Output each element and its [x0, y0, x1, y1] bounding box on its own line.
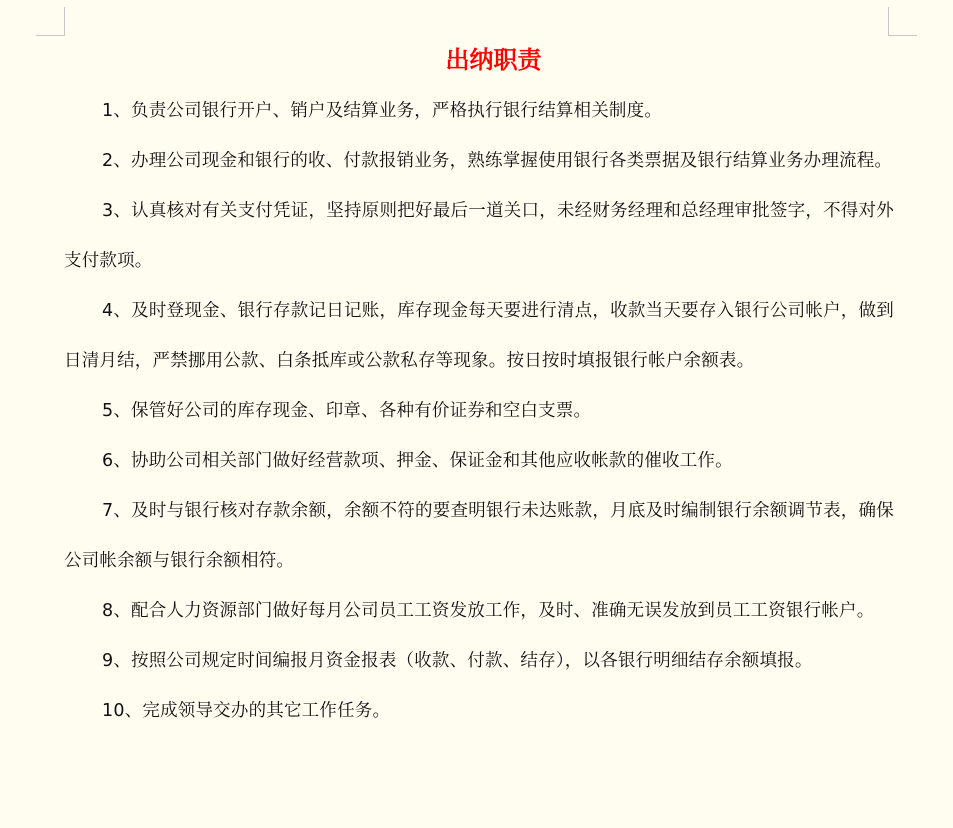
paragraph-3: 3、认真核对有关支付凭证，坚持原则把好最后一道关口，未经财务经理和总经理审批签字，不得对外支付款项。	[64, 201, 894, 271]
paragraph-7: 7、及时与银行核对存款余额，余额不符的要查明银行未达账款，月底及时编制银行余额调节表，确保公司帐余额与银行余额相符。	[64, 501, 894, 571]
page-margin-corner-top-left	[36, 7, 65, 36]
paragraph-5: 5、保管好公司的库存现金、印章、各种有价证券和空白支票。	[102, 401, 592, 421]
document-body[interactable]	[64, 86, 894, 736]
paragraph-1: 1、负责公司银行开户、销户及结算业务，严格执行银行结算相关制度。	[102, 101, 663, 121]
paragraph-10: 10、完成领导交办的其它工作任务。	[102, 701, 391, 721]
paragraph-8: 8、配合人力资源部门做好每月公司员工工资发放工作，及时、准确无误发放到员工工资银行帐户。	[102, 601, 875, 621]
document-title: 出纳职责	[445, 46, 542, 74]
paragraph-4: 4、及时登现金、银行存款记日记账，库存现金每天要进行清点，收款当天要存入银行公司帐户，做到日清月结，严禁挪用公款、白条抵库或公款私存等现象。按日按时填报银行帐户余额表。	[64, 301, 894, 371]
paragraph-6: 6、协助公司相关部门做好经营款项、押金、保证金和其他应收帐款的催收工作。	[102, 451, 733, 471]
paragraph-2: 2、办理公司现金和银行的收、付款报销业务，熟练掌握使用银行各类票据及银行结算业务办理流程。	[102, 151, 893, 171]
page-margin-corner-top-right	[888, 7, 917, 36]
paragraph-9: 9、按照公司规定时间编报月资金报表（收款、付款、结存），以各银行明细结存余额填报。	[102, 651, 813, 671]
